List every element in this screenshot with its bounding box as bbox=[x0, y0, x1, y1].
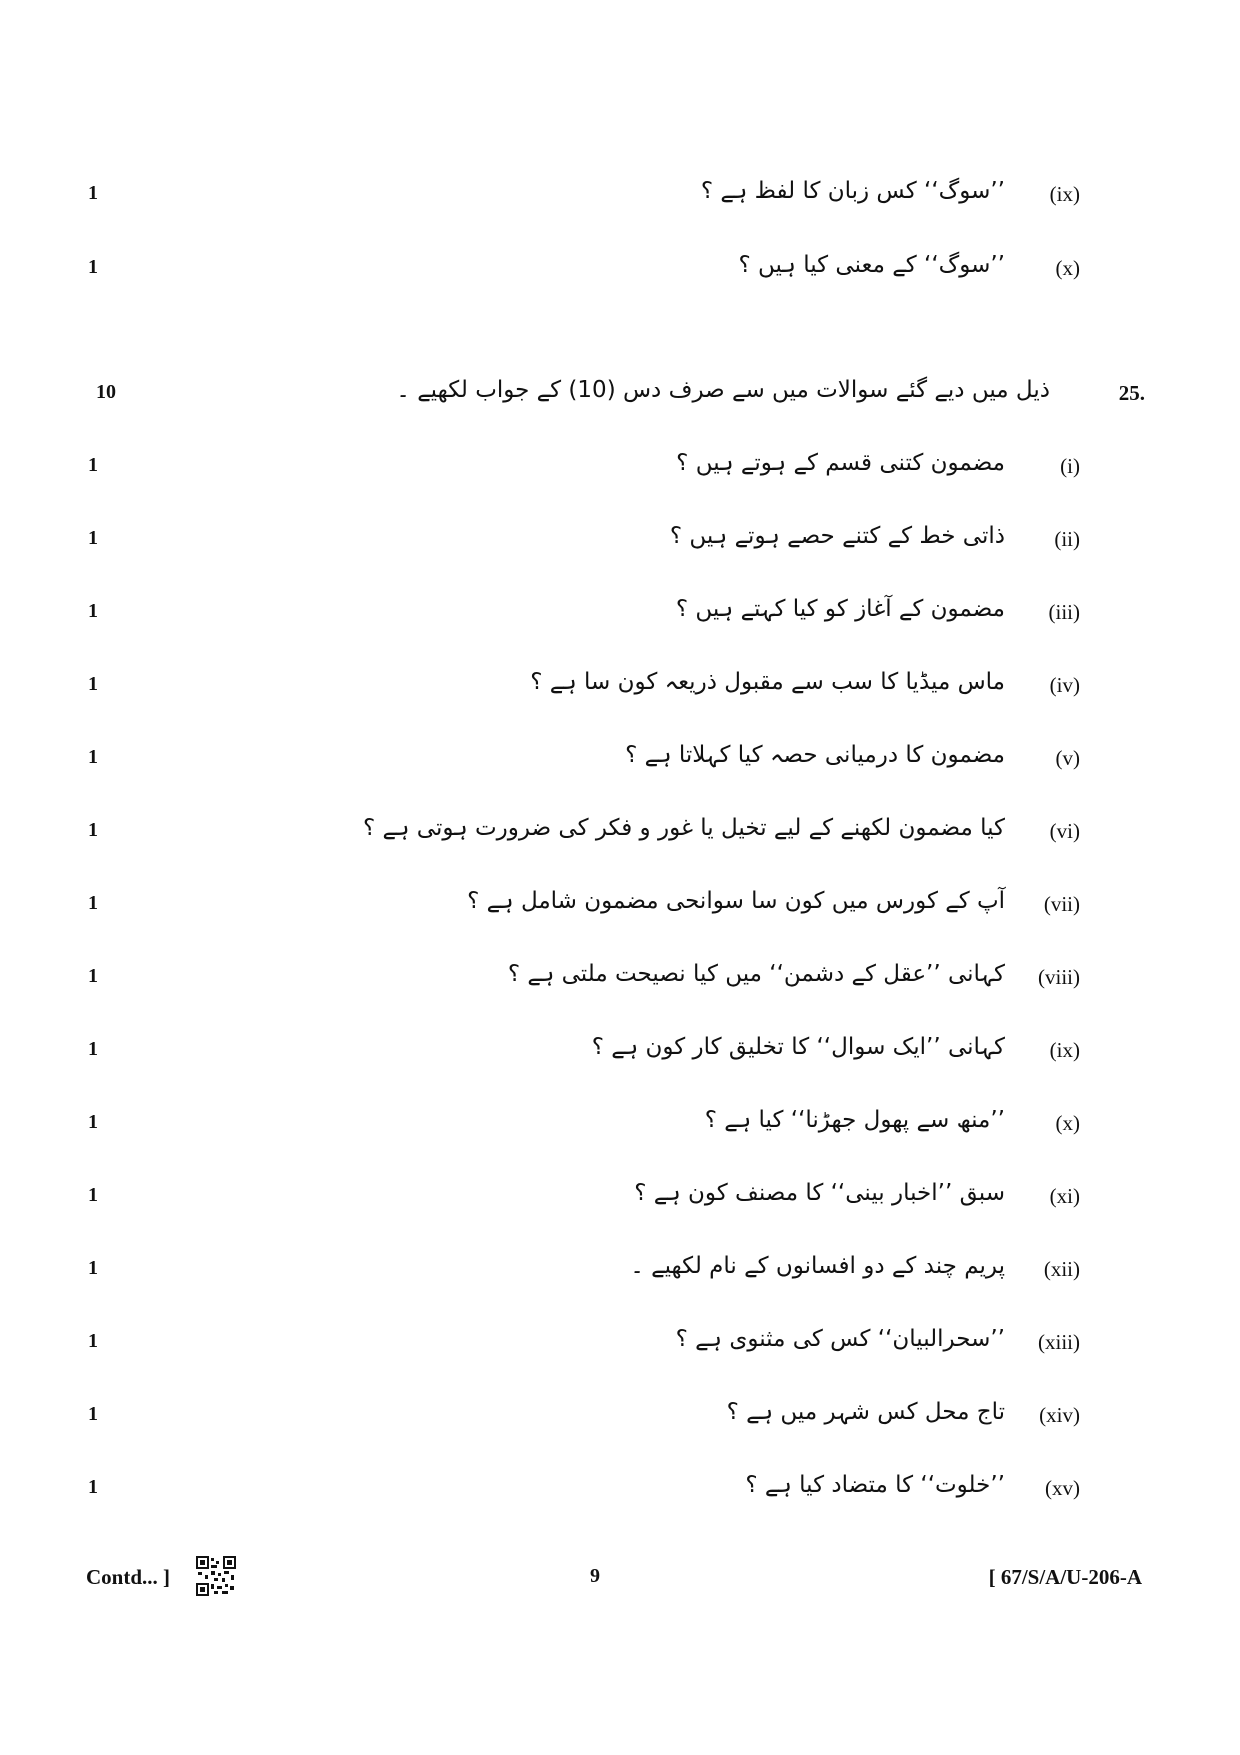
question-row bbox=[0, 667, 1240, 707]
question-text: ذاتی خط کے کتنے حصے ہوتے ہیں ؟ bbox=[669, 523, 1005, 549]
question-number: (ix) bbox=[1049, 182, 1080, 206]
paper-code: [ 67/S/A/U-206-A bbox=[988, 1565, 1142, 1589]
question-heading-row bbox=[0, 375, 1240, 415]
question-number: (ii) bbox=[1054, 527, 1080, 551]
question-number: (iv) bbox=[1049, 673, 1080, 697]
question-number: (i) bbox=[1060, 454, 1080, 478]
question-number: (xi) bbox=[1049, 1184, 1080, 1208]
question-number: 25. bbox=[1118, 381, 1145, 405]
question-row bbox=[0, 740, 1240, 780]
question-text: کہانی ’’ایک سوال‘‘ کا تخلیق کار کون ہے ؟ bbox=[591, 1034, 1005, 1060]
question-text: ’’سوگ‘‘ کس زبان کا لفظ ہے ؟ bbox=[700, 178, 1005, 204]
question-text: کیا مضمون لکھنے کے لیے تخیل یا غور و فکر کی ضرورت ہوتی ہے ؟ bbox=[363, 815, 1005, 841]
question-row bbox=[0, 886, 1240, 926]
question-text: ’’سوگ‘‘ کے معنی کیا ہیں ؟ bbox=[738, 252, 1005, 278]
question-row bbox=[0, 250, 1240, 290]
question-number: (xiv) bbox=[1039, 1403, 1080, 1427]
marks: 1 bbox=[88, 1330, 98, 1352]
question-row bbox=[0, 521, 1240, 561]
question-row bbox=[0, 594, 1240, 634]
marks: 1 bbox=[88, 819, 98, 841]
marks: 1 bbox=[88, 1184, 98, 1206]
question-row bbox=[0, 813, 1240, 853]
question-text: مضمون کے آغاز کو کیا کہتے ہیں ؟ bbox=[675, 596, 1005, 622]
question-text: آپ کے کورس میں کون سا سوانحی مضمون شامل ہے ؟ bbox=[467, 888, 1005, 914]
question-text: مضمون کا درمیانی حصہ کیا کہلاتا ہے ؟ bbox=[625, 742, 1005, 768]
marks: 1 bbox=[88, 746, 98, 768]
question-text: سبق ’’اخبار بینی‘‘ کا مصنف کون ہے ؟ bbox=[634, 1180, 1005, 1206]
total-marks: 10 bbox=[96, 381, 116, 403]
question-row bbox=[0, 1105, 1240, 1145]
marks: 1 bbox=[88, 527, 98, 549]
question-number: (xv) bbox=[1045, 1476, 1080, 1500]
question-number: (xiii) bbox=[1038, 1330, 1080, 1354]
question-row bbox=[0, 1324, 1240, 1364]
marks: 1 bbox=[88, 965, 98, 987]
question-number: (v) bbox=[1055, 746, 1080, 770]
marks: 1 bbox=[88, 454, 98, 476]
question-row bbox=[0, 1032, 1240, 1072]
question-row bbox=[0, 1470, 1240, 1510]
question-row bbox=[0, 448, 1240, 488]
page-number: 9 bbox=[590, 1565, 600, 1587]
question-text: کہانی ’’عقل کے دشمن‘‘ میں کیا نصیحت ملتی ہے ؟ bbox=[507, 961, 1005, 987]
question-text: تاج محل کس شہر میں ہے ؟ bbox=[726, 1399, 1005, 1425]
question-number: (x) bbox=[1055, 1111, 1080, 1135]
question-number: (viii) bbox=[1038, 965, 1080, 989]
question-row bbox=[0, 1178, 1240, 1218]
marks: 1 bbox=[88, 256, 98, 278]
question-text: ماس میڈیا کا سب سے مقبول ذریعہ کون سا ہے ؟ bbox=[530, 669, 1005, 695]
question-text: ’’منھ سے پھول جھڑنا‘‘ کیا ہے ؟ bbox=[704, 1107, 1005, 1133]
marks: 1 bbox=[88, 1111, 98, 1133]
question-number: (xii) bbox=[1043, 1257, 1080, 1281]
question-number: (ix) bbox=[1049, 1038, 1080, 1062]
question-row bbox=[0, 176, 1240, 216]
question-text: ’’سحرالبیان‘‘ کس کی مثنوی ہے ؟ bbox=[675, 1326, 1005, 1352]
question-number: (iii) bbox=[1048, 600, 1080, 624]
question-number: (vii) bbox=[1043, 892, 1080, 916]
marks: 1 bbox=[88, 1257, 98, 1279]
question-row bbox=[0, 1397, 1240, 1437]
qr-code-icon bbox=[196, 1556, 236, 1596]
question-text: پریم چند کے دو افسانوں کے نام لکھیے ۔ bbox=[630, 1253, 1005, 1279]
marks: 1 bbox=[88, 1038, 98, 1060]
question-number: (vi) bbox=[1049, 819, 1080, 843]
marks: 1 bbox=[88, 1403, 98, 1425]
marks: 1 bbox=[88, 1476, 98, 1498]
question-number: (x) bbox=[1055, 256, 1080, 280]
question-row bbox=[0, 959, 1240, 999]
question-text: مضمون کتنی قسم کے ہوتے ہیں ؟ bbox=[676, 450, 1005, 476]
marks: 1 bbox=[88, 892, 98, 914]
marks: 1 bbox=[88, 600, 98, 622]
marks: 1 bbox=[88, 182, 98, 204]
question-row bbox=[0, 1251, 1240, 1291]
question-text: ’’خلوت‘‘ کا متضاد کیا ہے ؟ bbox=[745, 1472, 1005, 1498]
continued-label: Contd... ] bbox=[86, 1565, 171, 1589]
question-instruction: ذیل میں دیے گئے سوالات میں سے صرف دس (10) کے جواب لکھیے ۔ bbox=[396, 377, 1050, 403]
marks: 1 bbox=[88, 673, 98, 695]
